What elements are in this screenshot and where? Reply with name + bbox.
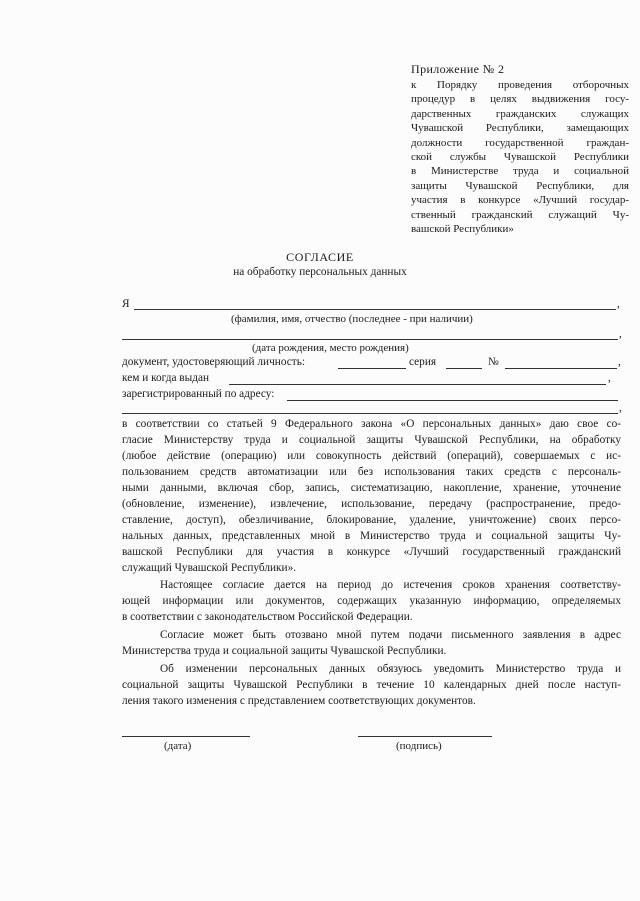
- appendix-line: вашской Республики»: [411, 222, 514, 235]
- appendix-line: к Порядку проведения отборочных: [411, 79, 629, 91]
- text-line: нальных данных, представленных мной в Министерство труда и социальной защиты Чу-: [122, 530, 621, 542]
- line-end-comma: ,: [619, 402, 622, 414]
- line-end-comma: ,: [617, 298, 620, 310]
- address-field[interactable]: [287, 400, 618, 401]
- date-caption: (дата): [164, 740, 192, 752]
- appendix-block: [411, 62, 629, 236]
- line-end-comma: ,: [608, 372, 611, 384]
- appendix-line: в Министерстве труда и социальной: [411, 165, 629, 178]
- date-field[interactable]: [122, 736, 250, 737]
- paragraph-revoke: [122, 627, 621, 659]
- signature-field[interactable]: [358, 736, 492, 737]
- text-line: ставление, доступ), обезличивание, блокирование, удаление, уничтожение) своих персо-: [122, 514, 621, 526]
- text-line: ющей информации или документов, содержащих указанную информацию, определяемых: [122, 595, 621, 607]
- paragraph-notify: [122, 661, 621, 709]
- text-line: (обновление, изменение), извлечение, использование, передачу (распространение, предо-: [122, 498, 621, 510]
- appendix-title: Приложение № 2: [411, 62, 505, 76]
- appendix-line: защиты Чувашской Республики, для: [411, 179, 629, 192]
- line-end-comma: ,: [618, 356, 621, 368]
- id-doc-type-field[interactable]: [338, 368, 406, 369]
- id-doc-label: документ, удостоверяющий личность:: [122, 356, 305, 368]
- issued-field[interactable]: [229, 384, 606, 385]
- text-line: ными данными, включая сбор, запись, систематизацию, накопление, хранение, уточнение: [122, 482, 621, 494]
- text-line: Согласие может быть отозвано мной путем подачи письменного заявления в адрес: [160, 629, 621, 641]
- text-line: в соответствии со статьей 9 Федерального закона «О персональных данных» даю свое со-: [122, 418, 621, 430]
- birth-caption: (дата рождения, место рождения): [252, 342, 409, 354]
- text-line: вашской Республики для участия в конкурсе «Лучший государственный гражданский: [122, 546, 621, 558]
- number-field[interactable]: [505, 368, 617, 369]
- text-line: Об изменении персональных данных обязуюсь уведомить Министерство труда и: [160, 663, 621, 675]
- appendix-line: участия в конкурсе «Лучший государ-: [411, 194, 629, 207]
- text-line: пользованием средств автоматизации или без использования таких средств с персональ-: [122, 466, 621, 478]
- series-field[interactable]: [446, 368, 482, 369]
- paragraph-period: [122, 577, 621, 625]
- fio-field[interactable]: [134, 309, 616, 310]
- appendix-line: ственный гражданский служащий Чу-: [411, 208, 629, 221]
- document-title: СОГЛАСИЕ: [286, 250, 354, 264]
- line-end-comma: ,: [619, 328, 622, 340]
- signature-caption: (подпись): [396, 740, 442, 752]
- appendix-line: процедур в целях выдвижения госу-: [411, 93, 629, 106]
- address-field-2[interactable]: [122, 413, 618, 414]
- appendix-line: Чувашской Республики, замещающих: [411, 122, 629, 135]
- appendix-line: должности государственной граждан-: [411, 136, 629, 149]
- appendix-line: ской службы Чувашской Республики: [411, 150, 629, 163]
- number-label: №: [488, 356, 499, 368]
- ya-label: Я: [122, 298, 130, 310]
- birth-field[interactable]: [122, 339, 618, 340]
- paragraph-consent: [122, 416, 621, 576]
- registered-label: зарегистрированный по адресу:: [122, 388, 275, 400]
- text-line: ления такого изменения с представлением соответствующих документов.: [122, 695, 476, 707]
- appendix-line: дарственных гражданских служащих: [411, 107, 629, 120]
- text-line: в соответствии с законодательством Российской Федерации.: [122, 611, 413, 623]
- series-label: серия: [409, 356, 437, 368]
- text-line: Министерства труда и социальной защиты Чувашской Республики.: [122, 645, 447, 657]
- text-line: (любое действие (операцию) или совокупность действий (операций), совершаемых с ис-: [122, 450, 621, 462]
- text-line: социальной защиты Чувашской Республики в течение 10 календарных дней после наступ-: [122, 679, 621, 691]
- text-line: Настоящее согласие дается на период до истечения сроков хранения соответству-: [160, 579, 621, 591]
- issued-label: кем и когда выдан: [122, 372, 210, 384]
- document-subtitle: на обработку персональных данных: [233, 266, 407, 278]
- text-line: гласие Министерству труда и социальной защиты Чувашской Республики, на обработку: [122, 434, 621, 446]
- fio-caption: (фамилия, имя, отчество (последнее - при наличии): [231, 313, 473, 325]
- text-line: служащий Чувашской Республики».: [122, 562, 297, 574]
